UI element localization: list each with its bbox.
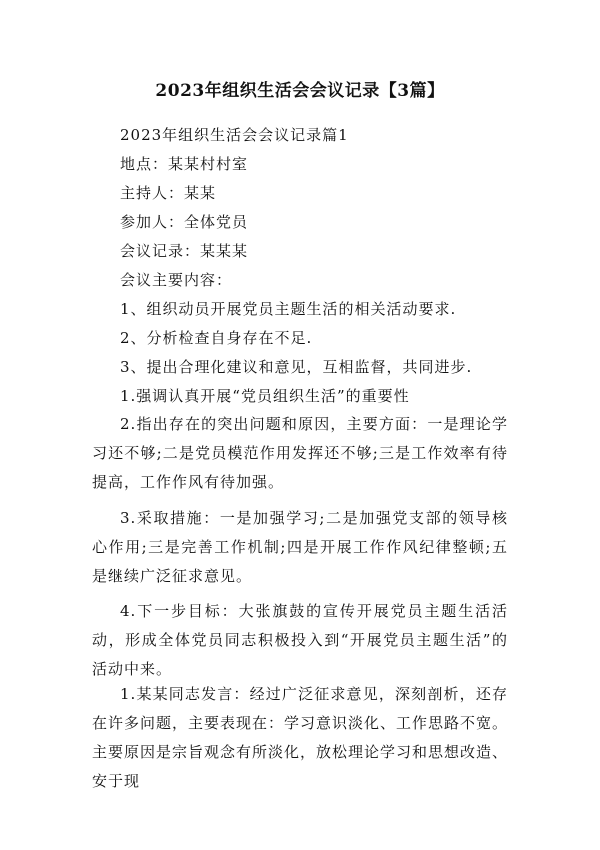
content-item: 1.强调认真开展“党员组织生活”的重要性: [120, 387, 410, 405]
paragraph: 3.采取措施：一是加强学习;二是加强党支部的领导核心作用;三是完善工作机制;四是开展工作作风纪律整顿;五是继续广泛征求意见。: [92, 509, 508, 585]
meeting-host: 主持人：某某: [120, 184, 217, 202]
paragraph: 2.指出存在的突出问题和原因，主要方面：一是理论学习还不够;二是党员模范作用发挥还不够;三是工作效率有待提高，工作作风有待加强。: [92, 415, 508, 491]
section-heading: 2023年组织生活会会议记录篇1: [120, 126, 349, 144]
paragraph: 1.某某同志发言：经过广泛征求意见，深刻剖析，还存在许多问题，主要表现在：学习意识淡化、工作思路不宽。主要原因是宗旨观念有所淡化，放松理论学习和思想改造、安于现: [92, 685, 509, 790]
paragraph: 4.下一步目标：大张旗鼓的宣传开展党员主题生活活动，形成全体党员同志积极投入到“开展党员主题生活”的活动中来。: [92, 602, 508, 678]
content-item: 2、分析检查自身存在不足.: [120, 329, 313, 347]
content-item: 1、组织动员开展党员主题生活的相关活动要求.: [120, 300, 457, 318]
content-item: 3、提出合理化建议和意见，互相监督，共同进步.: [120, 358, 473, 376]
meeting-recorder: 会议记录：某某某: [120, 242, 249, 260]
document-title: 2023年组织生活会会议记录【3篇】: [155, 81, 445, 101]
meeting-attendees: 参加人：全体党员: [120, 213, 249, 231]
meeting-content-heading: 会议主要内容：: [120, 271, 233, 289]
meeting-location: 地点：某某村村室: [120, 155, 249, 173]
